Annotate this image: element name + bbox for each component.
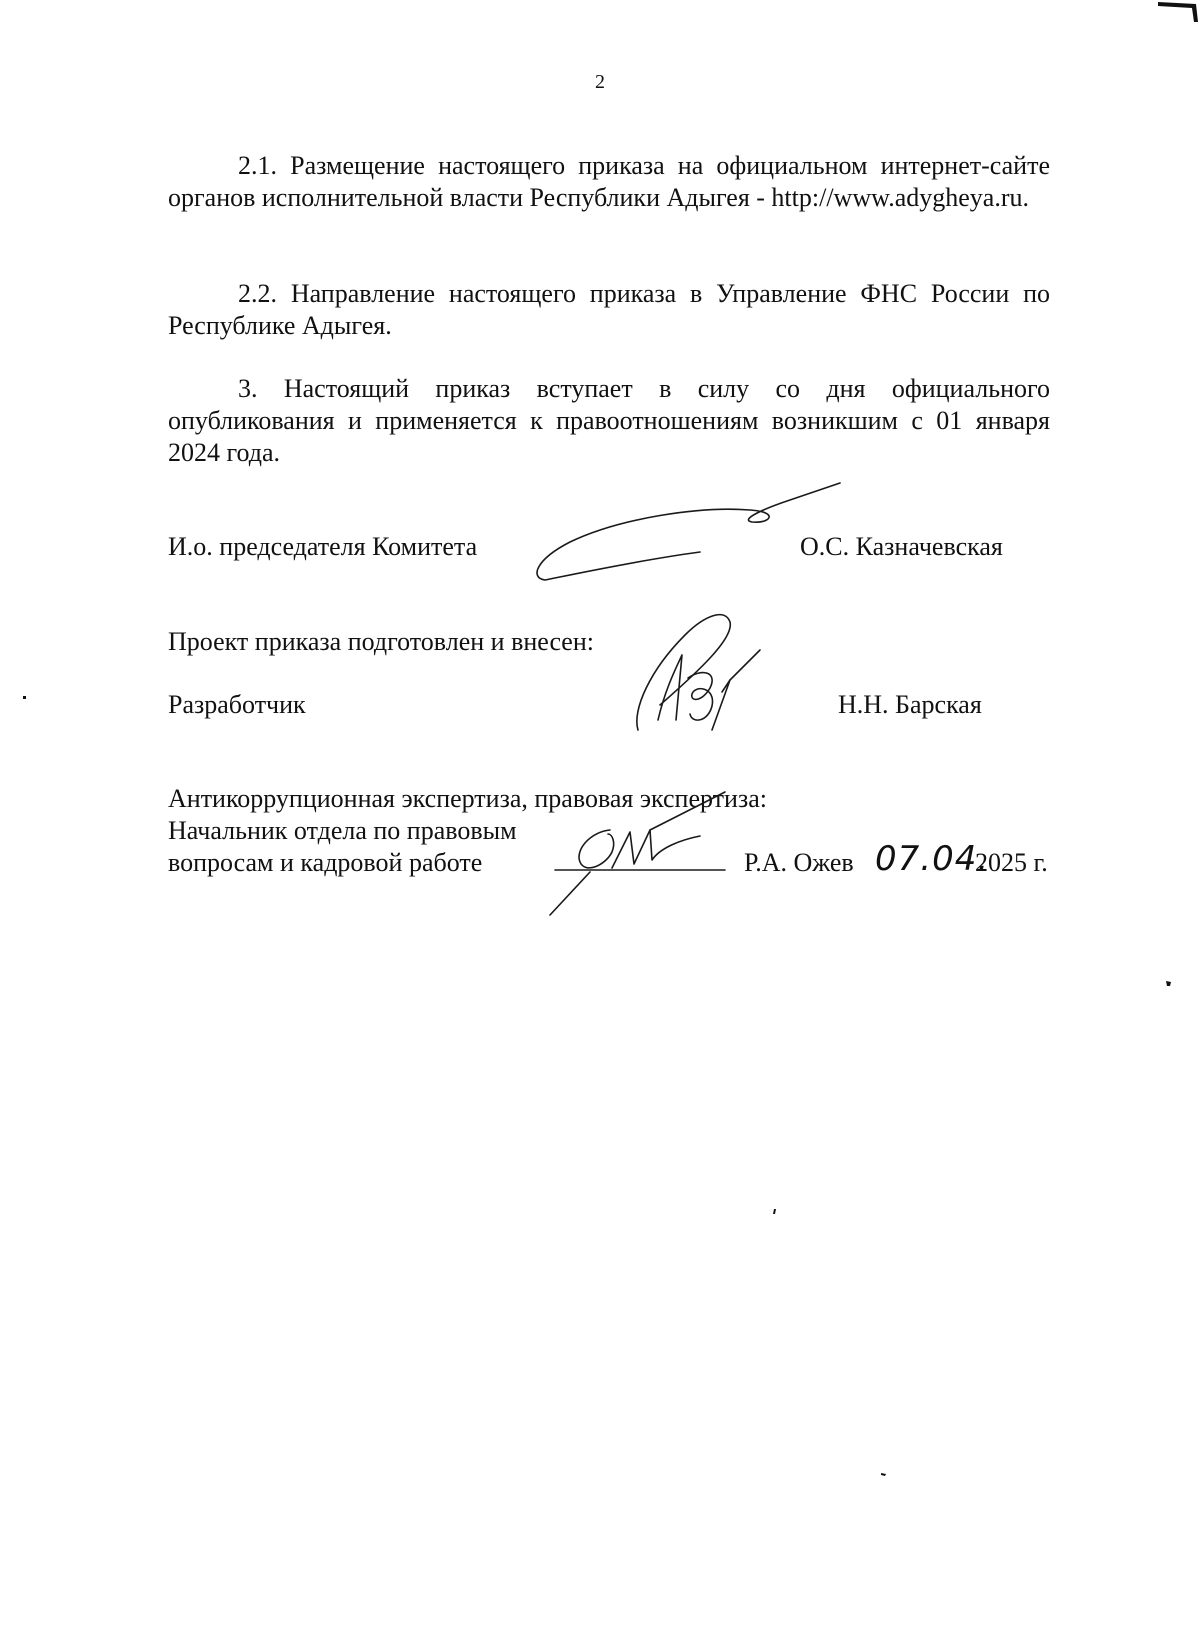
date-year: 2025 г. <box>975 848 1048 877</box>
expertise-title: Антикоррупционная экспертиза, правовая экспертиза: <box>168 784 767 813</box>
legal-head-position-line1: Начальник отдела по правовым <box>168 816 517 845</box>
developer-name: Н.Н. Барская <box>838 690 982 719</box>
handwritten-date: 07.04. <box>875 839 990 879</box>
scan-speck-1 <box>1165 980 1173 988</box>
prepared-by-label: Проект приказа подготовлен и внесен: <box>168 627 594 656</box>
legal-head-position-line2: вопросам и кадровой работе <box>168 848 483 877</box>
paragraph-2-2: 2.2. Направление настоящего приказа в Управление ФНС России по Республике Адыгея. <box>168 279 1050 340</box>
scan-speck-3 <box>772 1208 778 1216</box>
scan-speck-4 <box>880 1472 888 1478</box>
scan-speck-2 <box>22 695 28 701</box>
developer-signature-icon <box>630 610 770 740</box>
legal-head-signature-icon <box>550 790 750 920</box>
paragraph-3: 3. Настоящий приказ вступает в силу со дня официального опубликования и применяется к правоотношениям возникшим с 01 января 2024 года. <box>168 374 1050 467</box>
chair-position: И.о. председателя Комитета <box>168 532 478 561</box>
legal-head-name: Р.А. Ожев <box>744 848 854 877</box>
page-number: 2 <box>595 71 605 93</box>
developer-position: Разработчик <box>168 690 306 719</box>
paragraph-2-1: 2.1. Размещение настоящего приказа на официальном интернет-сайте органов исполнительной власти Республики Адыгея - http://www.adygheya.ru. <box>168 151 1050 212</box>
chair-name: О.С. Казначевская <box>800 532 1003 561</box>
scan-corner-mark <box>1150 0 1200 30</box>
